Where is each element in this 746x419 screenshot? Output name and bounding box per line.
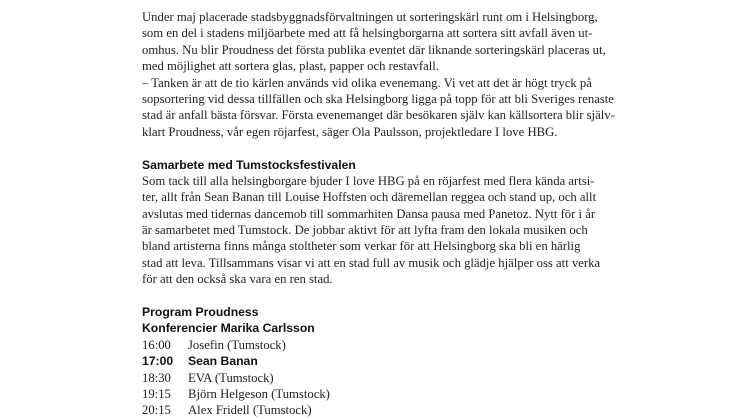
intro-line: Under maj placerade stadsbyggnadsförvaltningen ut sorteringskärl runt om i Helsingborg, bbox=[142, 10, 598, 24]
schedule-act: Alex Fridell (Tumstock) bbox=[188, 403, 312, 418]
schedule-time: 17:00 bbox=[142, 354, 174, 369]
schedule-time: 20:15 bbox=[142, 403, 171, 418]
program-title: Program Proudness bbox=[142, 305, 259, 320]
schedule-time: 19:15 bbox=[142, 386, 171, 401]
program-host: Konferencier Marika Carlsson bbox=[142, 321, 315, 336]
section-line: är samarbetet med Tumstock. De jobbar aktivt för att lyfta fram den lokala musiken och bbox=[142, 223, 588, 238]
quote-line: – Tanken är att de tio kärlen används vid olika evenemang. Vi vet att det är högt tryck på bbox=[142, 75, 592, 90]
spacer bbox=[142, 140, 622, 156]
intro-line: som en del i stadens miljöarbete med att få helsingborgarna att sortera sitt avfall även ut- bbox=[142, 26, 593, 41]
quote-line: sopsortering vid dessa tillfällen och ska Helsingborg ligga på topp för att bli Sveriges renaste bbox=[142, 91, 614, 106]
schedule-act: EVA (Tumstock) bbox=[188, 370, 274, 385]
intro-line: omhus. Nu blir Proudness det första publika eventet där liknande sorteringskärl placeras ut, bbox=[142, 42, 606, 57]
schedule-row-highlight bbox=[142, 353, 622, 369]
section-line: stad att leva. Tillsammans visar vi att en stad full av musik och glädje hjälper oss att verka bbox=[142, 255, 601, 270]
schedule-row bbox=[142, 402, 622, 418]
program-section bbox=[142, 304, 622, 419]
quote-line: klart Proudness, vår egen röjarfest, säger Ola Paulsson, projektledare I love HBG. bbox=[142, 124, 558, 139]
section-line: Som tack till alla helsingborgare bjuder I love HBG på en röjarfest med flera kända artsi- bbox=[142, 173, 595, 188]
schedule-time: 18:30 bbox=[142, 370, 171, 385]
schedule-act: Björn Helgeson (Tumstock) bbox=[188, 386, 330, 401]
intro-line: med möjlighet att sortera glas, plast, papper och restavfall. bbox=[142, 59, 440, 74]
section-line: ter, allt från Sean Banan till Louise Hoffsten och däremellan reggea och stand up, och allt bbox=[142, 190, 597, 205]
schedule-act: Josefin (Tumstock) bbox=[188, 337, 286, 352]
press-release-page bbox=[142, 9, 622, 419]
section-line: avslutas med tidernas dancemob till sommarhiten Dansa pausa med Panetoz. Nytt för i år bbox=[142, 206, 596, 221]
section-line: bland artisterna finns många stoltheter som verkar för att Helsingborg ska bli en härlig bbox=[142, 239, 581, 254]
spacer bbox=[142, 288, 622, 304]
schedule-row bbox=[142, 370, 622, 386]
schedule-time: 16:00 bbox=[142, 337, 171, 352]
schedule-row bbox=[142, 337, 622, 353]
collaboration-section bbox=[142, 157, 622, 288]
schedule-act: Sean Banan bbox=[188, 354, 258, 369]
section-heading: Samarbete med Tumstocksfestivalen bbox=[142, 157, 356, 172]
schedule-row bbox=[142, 386, 622, 402]
quote-line: stad är anfall bästa försvar. Första evenemanget där besökaren själv kan källsortera blir själv- bbox=[142, 108, 615, 123]
intro-paragraph bbox=[142, 9, 622, 140]
section-line: för att den också ska vara en ren stad. bbox=[142, 272, 333, 287]
